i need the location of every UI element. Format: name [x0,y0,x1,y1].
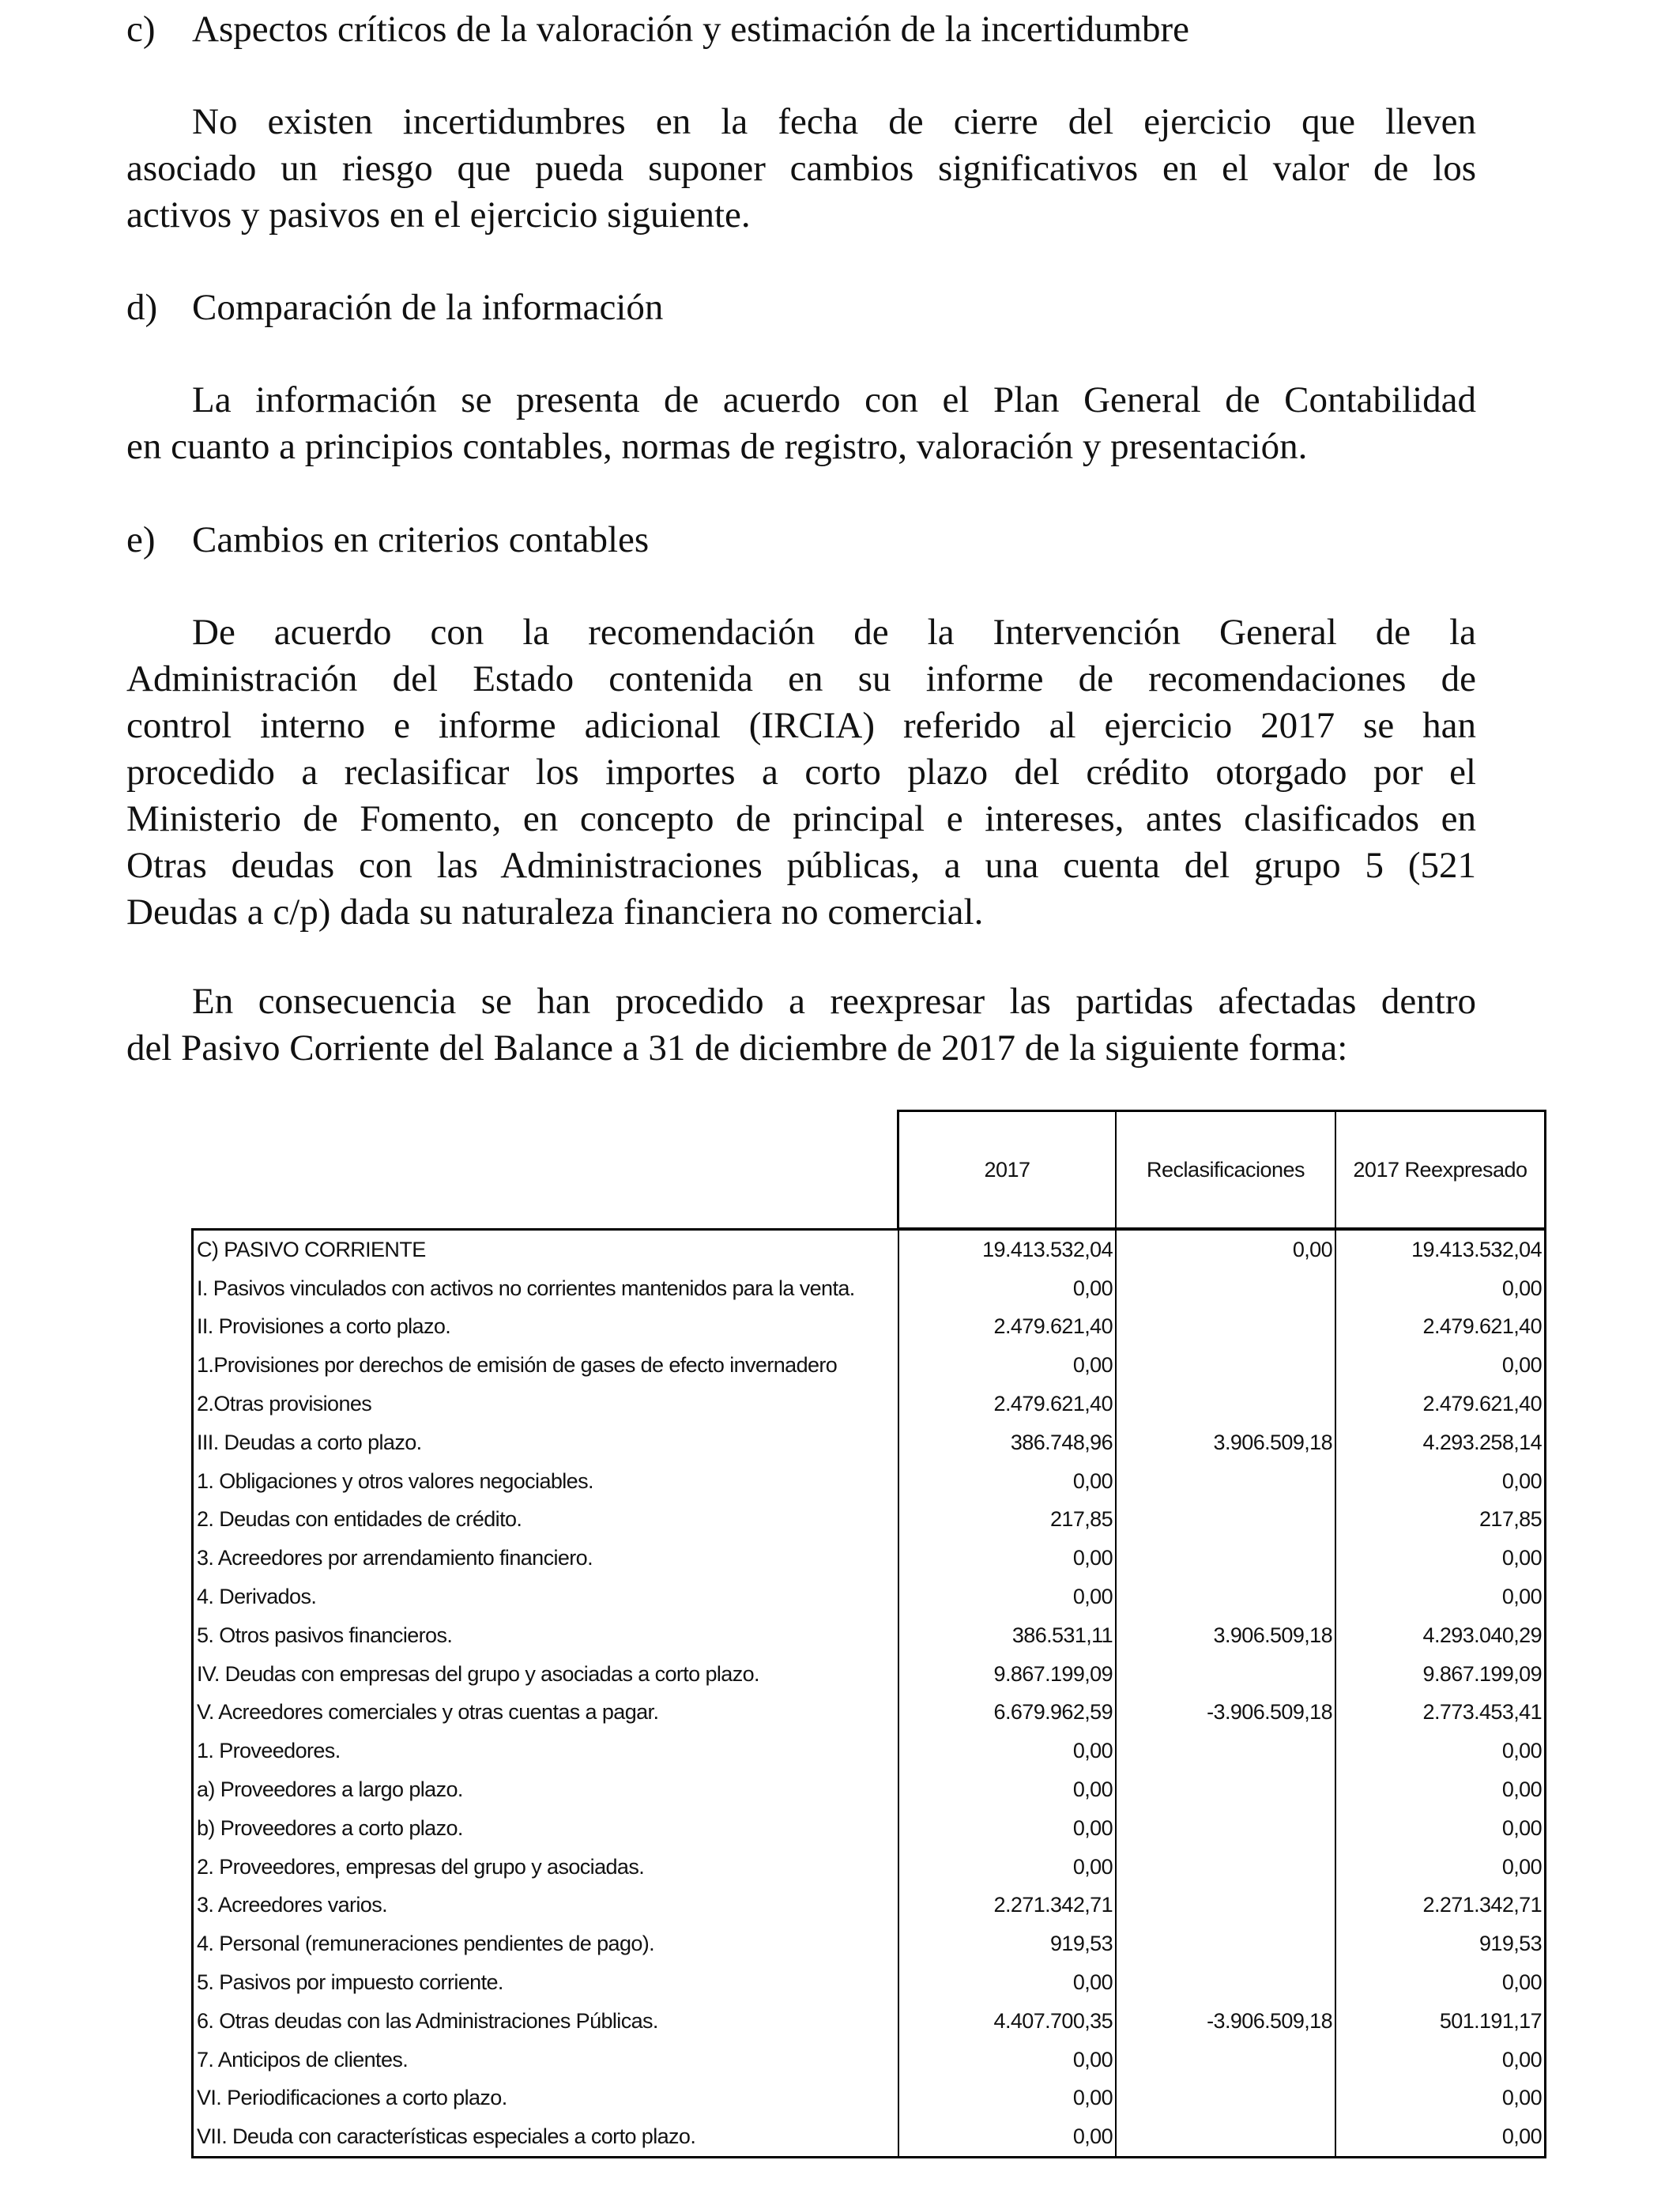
paragraph-line: activos y pasivos en el ejercicio siguiente. [126,194,751,236]
table-row [194,2041,1544,2079]
value-reclasificaciones [1117,1848,1336,1887]
row-label: 3. Acreedores varios. [194,1887,899,1925]
table-row [194,1231,1544,1269]
table-row [194,1924,1544,1963]
section-c-label: c) [126,9,156,50]
paragraph-line: En consecuencia se han procedido a reexpresar las partidas afectadas dentro [192,981,1476,1022]
column-header-reclasificaciones: Reclasificaciones [1117,1112,1336,1227]
value-2017-reexpresado: 0,00 [1501,2086,1542,2110]
table-row [194,1346,1544,1385]
value-2017: 386.748,96 [899,1423,1117,1462]
value-2017: 0,00 [899,1963,1117,2002]
row-label: 4. Personal (remuneraciones pendientes de pago). [194,1924,899,1963]
paragraph-line: Ministerio de Fomento, en concepto de principal e intereses, antes clasificados en [126,798,1476,839]
value-reclasificaciones [1117,1924,1336,1963]
table-row [194,1501,1544,1540]
paragraph-line: Otras deudas con las Administraciones públicas, a una cuenta del grupo 5 (521 [126,845,1476,886]
paragraph-line: Administración del Estado contenida en su informe de recomendaciones de [126,658,1476,699]
value-2017-reexpresado: 0,00 [1501,1854,1542,1879]
value-2017: 0,00 [899,1462,1117,1501]
value-reclasificaciones [1117,1963,1336,2002]
value-2017: 217,85 [899,1501,1117,1540]
table-row [194,1616,1544,1655]
value-reclasificaciones: -3.906.509,18 [1117,2002,1336,2041]
table-row [194,1308,1544,1347]
paragraph-line: procedido a reclasificar los importes a corto plazo del crédito otorgado por el [126,752,1476,793]
table-row [194,1770,1544,1809]
value-2017-reexpresado: 501.191,17 [1439,2008,1542,2033]
row-label: 1. Proveedores. [194,1732,899,1770]
value-2017: 919,53 [899,1924,1117,1963]
value-2017-reexpresado: 0,00 [1501,2047,1542,2071]
table-row [194,2117,1544,2156]
section-e-paragraph-1 [126,609,1476,936]
row-label: VI. Periodificaciones a corto plazo. [194,2079,899,2118]
value-2017: 19.413.532,04 [899,1231,1117,1269]
table-row [194,1462,1544,1501]
value-2017-reexpresado: 4.293.040,29 [1422,1623,1542,1647]
value-2017: 2.479.621,40 [899,1308,1117,1347]
value-reclasificaciones [1117,1346,1336,1385]
section-c-paragraph [126,99,1476,239]
value-2017: 0,00 [899,2117,1117,2156]
value-2017: 0,00 [899,2041,1117,2079]
paragraph-line: La información se presenta de acuerdo con el Plan General de Contabilidad [192,379,1476,420]
table-row [194,1887,1544,1925]
value-reclasificaciones [1117,2117,1336,2156]
section-d-label: d) [126,287,158,328]
row-label: I. Pasivos vinculados con activos no corrientes mantenidos para la venta. [194,1269,899,1308]
column-header-2017-reexpresado: 2017 Reexpresado [1353,1157,1527,1182]
row-label: 4. Derivados. [194,1578,899,1616]
row-label: 2. Proveedores, empresas del grupo y asociadas. [194,1848,899,1887]
table-row [194,1694,1544,1732]
value-2017-reexpresado: 9.867.199,09 [1422,1661,1542,1686]
value-2017-reexpresado: 217,85 [1479,1507,1542,1532]
value-2017: 0,00 [899,1269,1117,1308]
section-c-heading [126,6,1189,53]
section-d-paragraph [126,377,1476,470]
table-row [194,2079,1544,2118]
row-label: III. Deudas a corto plazo. [194,1423,899,1462]
value-2017: 6.679.962,59 [899,1694,1117,1732]
value-2017-reexpresado: 0,00 [1501,1970,1542,1995]
row-label: II. Provisiones a corto plazo. [194,1308,899,1347]
row-label: 6. Otras deudas con las Administraciones Públicas. [194,2002,899,2041]
value-2017: 4.407.700,35 [899,2002,1117,2041]
row-label: b) Proveedores a corto plazo. [194,1809,899,1848]
row-label: 1.Provisiones por derechos de emisión de gases de efecto invernadero [194,1346,899,1385]
value-2017: 0,00 [899,1346,1117,1385]
row-label: a) Proveedores a largo plazo. [194,1770,899,1809]
value-2017-reexpresado: 19.413.532,04 [1411,1237,1542,1261]
value-reclasificaciones [1117,1269,1336,1308]
section-e-heading [126,517,649,564]
section-e-title: Cambios en criterios contables [192,519,650,560]
value-reclasificaciones: 3.906.509,18 [1117,1423,1336,1462]
value-2017: 0,00 [899,1809,1117,1848]
paragraph-line: Deudas a c/p) dada su naturaleza financiera no comercial. [126,892,984,933]
value-2017: 0,00 [899,1539,1117,1578]
value-2017-reexpresado: 0,00 [1501,1585,1542,1609]
value-2017-reexpresado: 0,00 [1501,1468,1542,1493]
value-reclasificaciones [1117,1501,1336,1540]
row-label: IV. Deudas con empresas del grupo y asociadas a corto plazo. [194,1655,899,1694]
paragraph-line: control interno e informe adicional (IRCIA) referido al ejercicio 2017 se han [126,705,1476,746]
table-header [897,1110,1546,1230]
table-row [194,1655,1544,1694]
value-2017-reexpresado: 2.773.453,41 [1422,1700,1542,1725]
value-2017-reexpresado: 2.479.621,40 [1422,1392,1542,1416]
paragraph-line: No existen incertidumbres en la fecha de cierre del ejercicio que lleven [192,101,1476,142]
paragraph-line: en cuanto a principios contables, normas de registro, valoración y presentación. [126,426,1308,467]
row-label: 5. Otros pasivos financieros. [194,1616,899,1655]
value-2017-reexpresado: 0,00 [1501,1276,1542,1300]
table-row [194,1539,1544,1578]
row-label: V. Acreedores comerciales y otras cuentas a pagar. [194,1694,899,1732]
value-reclasificaciones: -3.906.509,18 [1117,1694,1336,1732]
value-reclasificaciones [1117,1732,1336,1770]
table-row [194,1848,1544,1887]
column-header-2017: 2017 [899,1112,1117,1227]
row-label: 2.Otras provisiones [194,1385,899,1423]
value-2017: 0,00 [899,1732,1117,1770]
value-reclasificaciones [1117,2041,1336,2079]
paragraph-line: del Pasivo Corriente del Balance a 31 de diciembre de 2017 de la siguiente forma: [126,1027,1348,1069]
value-reclasificaciones [1117,1770,1336,1809]
table-row [194,1809,1544,1848]
section-e-paragraph-2 [126,978,1476,1072]
value-2017-reexpresado: 2.479.621,40 [1422,1314,1542,1339]
value-reclasificaciones [1117,2079,1336,2118]
value-reclasificaciones [1117,1462,1336,1501]
value-reclasificaciones [1117,1308,1336,1347]
table-row [194,1423,1544,1462]
paragraph-line: De acuerdo con la recomendación de la Intervención General de la [192,612,1476,653]
value-2017-reexpresado: 0,00 [1501,1546,1542,1570]
value-2017: 9.867.199,09 [899,1655,1117,1694]
value-2017: 0,00 [899,1770,1117,1809]
row-label: 5. Pasivos por impuesto corriente. [194,1963,899,2002]
row-label: 1. Obligaciones y otros valores negociables. [194,1462,899,1501]
table-row [194,1963,1544,2002]
row-label: 2. Deudas con entidades de crédito. [194,1501,899,1540]
row-label: VII. Deuda con características especiales a corto plazo. [194,2117,899,2156]
section-d-heading [126,285,663,331]
paragraph-line: asociado un riesgo que pueda suponer cambios significativos en el valor de los [126,148,1476,189]
table-row [194,2002,1544,2041]
value-2017-reexpresado: 0,00 [1501,1777,1542,1802]
value-2017: 0,00 [899,1848,1117,1887]
value-2017: 0,00 [899,1578,1117,1616]
value-2017-reexpresado: 919,53 [1479,1932,1542,1956]
value-reclasificaciones [1117,1385,1336,1423]
value-2017: 386.531,11 [899,1616,1117,1655]
value-reclasificaciones [1117,1655,1336,1694]
balance-table [191,1228,1546,2158]
table-row [194,1385,1544,1423]
table-row [194,1578,1544,1616]
row-label: 3. Acreedores por arrendamiento financiero. [194,1539,899,1578]
value-2017: 2.271.342,71 [899,1887,1117,1925]
value-2017-reexpresado: 4.293.258,14 [1422,1430,1542,1454]
value-2017-reexpresado: 0,00 [1501,1353,1542,1378]
row-label: 7. Anticipos de clientes. [194,2041,899,2079]
table-row [194,1269,1544,1308]
value-reclasificaciones [1117,1539,1336,1578]
value-2017-reexpresado: 2.271.342,71 [1422,1893,1542,1917]
section-e-label: e) [126,519,156,560]
value-reclasificaciones [1117,1887,1336,1925]
row-label: C) PASIVO CORRIENTE [194,1231,899,1269]
value-2017-reexpresado: 0,00 [1501,2124,1542,2149]
table-row [194,1732,1544,1770]
value-reclasificaciones: 0,00 [1117,1231,1336,1269]
value-2017-reexpresado: 0,00 [1501,1739,1542,1763]
value-reclasificaciones [1117,1809,1336,1848]
value-2017: 0,00 [899,2079,1117,2118]
value-reclasificaciones [1117,1578,1336,1616]
value-2017: 2.479.621,40 [899,1385,1117,1423]
value-2017-reexpresado: 0,00 [1501,1815,1542,1840]
section-c-title: Aspectos críticos de la valoración y estimación de la incertidumbre [192,9,1190,50]
value-reclasificaciones: 3.906.509,18 [1117,1616,1336,1655]
section-d-title: Comparación de la información [192,287,664,328]
